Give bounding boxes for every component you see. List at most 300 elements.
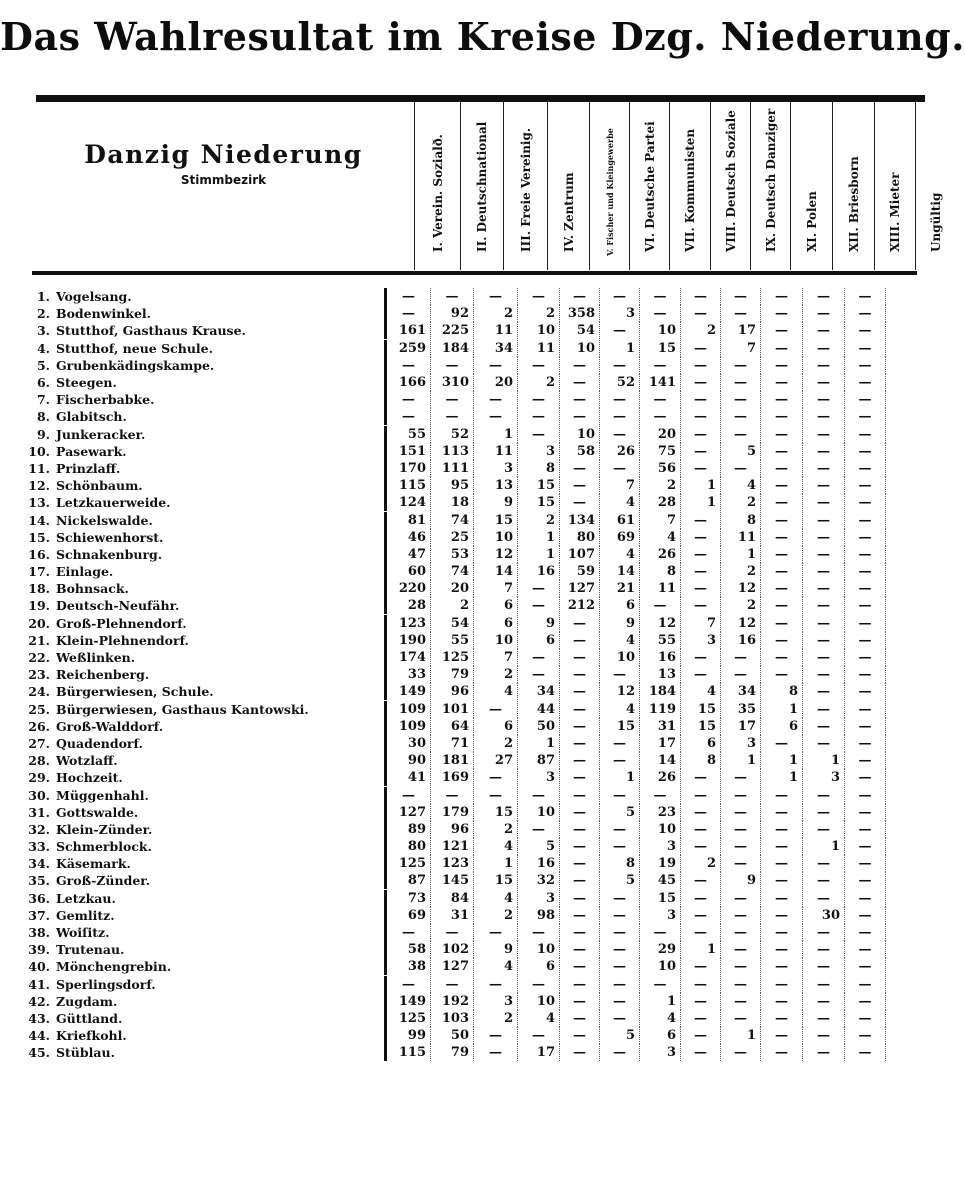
vote-cell-iii: — — [473, 1027, 517, 1044]
vote-cell-viii: 8 — [680, 752, 720, 769]
district-number: 39. — [28, 942, 50, 958]
vote-cell-v: 80 — [559, 529, 599, 546]
vote-cell-ix: 7 — [720, 340, 760, 357]
vote-cell-ii: 125 — [430, 649, 473, 666]
vote-cell-ix: — — [720, 374, 760, 391]
vote-cell-xi: — — [760, 735, 802, 752]
vote-cell-ix: 8 — [720, 512, 760, 529]
district-number: 10. — [28, 443, 50, 459]
vote-cell-ii: 103 — [430, 1010, 473, 1027]
table-row — [0, 804, 925, 821]
vote-cell-i: 161 — [384, 322, 430, 339]
vote-cell-vii: 3 — [639, 838, 680, 855]
vote-cell-xii: — — [802, 512, 844, 529]
district-number: 25. — [28, 701, 50, 717]
vote-cell-vi: 7 — [599, 477, 639, 494]
vote-cell-iii: 14 — [473, 563, 517, 580]
vote-cell-ii: 74 — [430, 512, 473, 529]
vote-cell-xii: — — [802, 632, 844, 649]
vote-cell-iv: — — [517, 408, 559, 425]
vote-cell-iv: — — [517, 787, 559, 804]
vote-cell-v: — — [559, 855, 599, 872]
vote-cell-v: 358 — [559, 305, 599, 322]
vote-cell-vi: — — [599, 838, 639, 855]
vote-cell-u — [885, 666, 925, 683]
district-number: 5. — [36, 357, 50, 373]
region-subtitle: Stimmbezirk — [180, 173, 267, 187]
vote-cell-viii: — — [680, 787, 720, 804]
vote-cell-ix: — — [720, 821, 760, 838]
vote-cell-i: 46 — [384, 529, 430, 546]
vote-cell-v: 58 — [559, 443, 599, 460]
vote-cell-xiii: — — [844, 718, 885, 735]
district-label — [0, 753, 384, 768]
district-number: 13. — [28, 495, 50, 511]
district-name: Letzkauerweide. — [56, 495, 171, 511]
district-name: Bürgerwiesen, Gasthaus Kantowski. — [56, 701, 309, 717]
vote-cell-xi: — — [760, 460, 802, 477]
vote-cell-u — [885, 701, 925, 718]
vote-cell-iv: 5 — [517, 838, 559, 855]
vote-cell-xi: — — [760, 941, 802, 958]
column-header-vi — [629, 102, 669, 270]
table-row — [0, 958, 925, 975]
district-name: Nickelswalde. — [56, 512, 153, 528]
vote-cell-u — [885, 958, 925, 975]
vote-cell-xi: 1 — [760, 752, 802, 769]
page-title: Das Wahlresultat im Kreise Dzg. Niederung. — [0, 14, 965, 59]
vote-cell-i: 259 — [384, 340, 430, 357]
vote-cell-iv: — — [517, 821, 559, 838]
vote-cell-xiii: — — [844, 477, 885, 494]
vote-cell-xii: — — [802, 941, 844, 958]
vote-cell-u — [885, 769, 925, 786]
vote-cell-vi: — — [599, 890, 639, 907]
vote-cell-ix: 1 — [720, 1027, 760, 1044]
vote-cell-u — [885, 907, 925, 924]
vote-cell-i: — — [384, 408, 430, 425]
vote-cell-xi: — — [760, 1010, 802, 1027]
vote-cell-xiii: — — [844, 340, 885, 357]
vote-cell-xiii: — — [844, 374, 885, 391]
vote-cell-xi: — — [760, 649, 802, 666]
vote-cell-xi: — — [760, 357, 802, 374]
vote-cell-i: 28 — [384, 597, 430, 614]
vote-cell-v: — — [559, 804, 599, 821]
vote-cell-vi: 15 — [599, 718, 639, 735]
vote-cell-u — [885, 477, 925, 494]
vote-cell-xii: — — [802, 580, 844, 597]
vote-cell-vi: 14 — [599, 563, 639, 580]
vote-cell-v: — — [559, 838, 599, 855]
vote-cell-ii: 95 — [430, 477, 473, 494]
vote-cell-viii: — — [680, 993, 720, 1010]
vote-cell-vii: 8 — [639, 563, 680, 580]
district-label — [0, 873, 384, 888]
vote-cell-iv: 4 — [517, 1010, 559, 1027]
vote-cell-iv: 10 — [517, 322, 559, 339]
vote-cell-ii: 123 — [430, 855, 473, 872]
vote-cell-iv: 1 — [517, 529, 559, 546]
vote-cell-xiii: — — [844, 787, 885, 804]
vote-cell-i: 170 — [384, 460, 430, 477]
table-row — [0, 374, 925, 391]
vote-cell-iv: 16 — [517, 563, 559, 580]
table-row — [0, 305, 925, 322]
vote-cell-xi: 1 — [760, 769, 802, 786]
vote-cell-xii: — — [802, 735, 844, 752]
district-name: Mönchengrebin. — [56, 959, 172, 975]
vote-cell-xi: — — [760, 288, 802, 305]
vote-cell-xii: 30 — [802, 907, 844, 924]
vote-cell-iv: — — [517, 649, 559, 666]
district-label — [0, 444, 384, 459]
vote-cell-iii: 2 — [473, 666, 517, 683]
vote-cell-vii: 19 — [639, 855, 680, 872]
district-number: 43. — [28, 1010, 50, 1026]
vote-cell-viii: — — [680, 597, 720, 614]
column-header-label: Ungültig — [928, 192, 943, 252]
vote-cell-xii: — — [802, 529, 844, 546]
vote-cell-xii: — — [802, 357, 844, 374]
vote-cell-ix: 2 — [720, 597, 760, 614]
vote-cell-u — [885, 529, 925, 546]
vote-cell-xii: — — [802, 787, 844, 804]
district-label — [0, 409, 384, 424]
district-label — [0, 478, 384, 493]
vote-cell-xii: — — [802, 597, 844, 614]
vote-cell-iii: 34 — [473, 340, 517, 357]
vote-cell-xiii: — — [844, 615, 885, 632]
vote-cell-viii: — — [680, 976, 720, 993]
district-name: Deutsch-Neufähr. — [56, 598, 180, 614]
table-row — [0, 391, 925, 408]
district-label — [0, 684, 384, 699]
vote-cell-v: — — [559, 632, 599, 649]
vote-cell-vii: 3 — [639, 1044, 680, 1061]
vote-cell-iv: — — [517, 1027, 559, 1044]
district-name: Bodenwinkel. — [56, 306, 151, 322]
vote-cell-viii: — — [680, 529, 720, 546]
vote-cell-i: 220 — [384, 580, 430, 597]
table-row — [0, 546, 925, 563]
vote-cell-vii: 16 — [639, 649, 680, 666]
district-number: 22. — [28, 650, 50, 666]
vote-cell-iii: 4 — [473, 958, 517, 975]
vote-cell-vi: — — [599, 941, 639, 958]
vote-cell-viii: — — [680, 563, 720, 580]
district-number: 20. — [28, 615, 50, 631]
vote-cell-i: 123 — [384, 615, 430, 632]
vote-cell-xiii: — — [844, 649, 885, 666]
vote-cell-i: 124 — [384, 494, 430, 511]
vote-cell-ii: 113 — [430, 443, 473, 460]
vote-cell-iii: 13 — [473, 477, 517, 494]
vote-cell-u — [885, 683, 925, 700]
vote-cell-xi: — — [760, 374, 802, 391]
vote-cell-xiii: — — [844, 941, 885, 958]
vote-cell-xii: 1 — [802, 838, 844, 855]
district-number: 28. — [28, 753, 50, 769]
vote-cell-iii: — — [473, 408, 517, 425]
vote-cell-v: 54 — [559, 322, 599, 339]
vote-cell-xi: — — [760, 666, 802, 683]
vote-cell-vi: 61 — [599, 512, 639, 529]
vote-cell-vii: 141 — [639, 374, 680, 391]
vote-cell-i: 127 — [384, 804, 430, 821]
vote-cell-iii: 1 — [473, 855, 517, 872]
vote-cell-viii: — — [680, 408, 720, 425]
vote-cell-iv: 2 — [517, 305, 559, 322]
district-number: 2. — [36, 306, 50, 322]
district-number: 41. — [28, 976, 50, 992]
column-header-label: IV. Zentrum — [561, 172, 576, 252]
vote-cell-i: 87 — [384, 872, 430, 889]
vote-cell-ix: 5 — [720, 443, 760, 460]
vote-cell-i: 125 — [384, 1010, 430, 1027]
vote-cell-xii: — — [802, 804, 844, 821]
vote-cell-i: — — [384, 305, 430, 322]
vote-cell-iv: 3 — [517, 890, 559, 907]
district-label — [0, 530, 384, 545]
vote-cell-iv: 8 — [517, 460, 559, 477]
district-label — [0, 564, 384, 579]
table-row — [0, 615, 925, 632]
column-header-label: XIII. Mieter — [888, 172, 902, 252]
vote-cell-ix: 11 — [720, 529, 760, 546]
district-label — [0, 822, 384, 837]
vote-cell-iii: 15 — [473, 804, 517, 821]
district-label — [0, 633, 384, 648]
vote-cell-ii: 31 — [430, 907, 473, 924]
vote-cell-xii: — — [802, 494, 844, 511]
vote-cell-xi: — — [760, 597, 802, 614]
vote-cell-iv: — — [517, 597, 559, 614]
vote-cell-iv: 1 — [517, 735, 559, 752]
vote-cell-vii: 6 — [639, 1027, 680, 1044]
vote-cell-u — [885, 718, 925, 735]
district-name: Schiewenhorst. — [56, 529, 164, 545]
vote-cell-xi: — — [760, 821, 802, 838]
vote-cell-v: 134 — [559, 512, 599, 529]
vote-cell-u — [885, 735, 925, 752]
vote-cell-v: — — [559, 374, 599, 391]
vote-cell-vi: 5 — [599, 872, 639, 889]
district-number: 19. — [28, 598, 50, 614]
district-number: 4. — [36, 340, 50, 356]
district-number: 31. — [28, 804, 50, 820]
vote-cell-ix: — — [720, 460, 760, 477]
vote-cell-xi: — — [760, 958, 802, 975]
vote-cell-v: — — [559, 391, 599, 408]
vote-cell-v: — — [559, 821, 599, 838]
vote-cell-iii: 10 — [473, 632, 517, 649]
vote-cell-vii: 20 — [639, 426, 680, 443]
district-number: 23. — [28, 667, 50, 683]
vote-cell-iii: — — [473, 769, 517, 786]
district-number: 18. — [28, 581, 50, 597]
vote-cell-xi: — — [760, 872, 802, 889]
vote-cell-iv: 6 — [517, 958, 559, 975]
vote-cell-viii: — — [680, 580, 720, 597]
district-number: 26. — [28, 718, 50, 734]
table-row — [0, 322, 925, 339]
vote-cell-xi: — — [760, 907, 802, 924]
district-label — [0, 770, 384, 785]
district-label — [0, 289, 384, 304]
vote-cell-i: 33 — [384, 666, 430, 683]
vote-cell-iii: — — [473, 1044, 517, 1061]
column-header-xii — [832, 102, 874, 270]
vote-cell-vi: 8 — [599, 855, 639, 872]
vote-cell-ix: — — [720, 769, 760, 786]
vote-cell-vi: — — [599, 322, 639, 339]
vote-cell-ii: 127 — [430, 958, 473, 975]
district-label — [0, 805, 384, 820]
vote-cell-vi: — — [599, 1010, 639, 1027]
column-header-v — [589, 102, 629, 270]
vote-cell-i: 190 — [384, 632, 430, 649]
vote-cell-iii: 4 — [473, 683, 517, 700]
vote-cell-ii: 53 — [430, 546, 473, 563]
vote-cell-xiii: — — [844, 976, 885, 993]
table-row — [0, 752, 925, 769]
vote-cell-xii: — — [802, 391, 844, 408]
vote-cell-viii: 1 — [680, 494, 720, 511]
vote-cell-ix: — — [720, 649, 760, 666]
vote-cell-iii: 6 — [473, 615, 517, 632]
vote-cell-ii: 181 — [430, 752, 473, 769]
vote-cell-ix: — — [720, 958, 760, 975]
vote-cell-xii: 1 — [802, 752, 844, 769]
vote-cell-ii: 121 — [430, 838, 473, 855]
vote-cell-v: — — [559, 752, 599, 769]
vote-cell-vii: 15 — [639, 890, 680, 907]
vote-cell-v: — — [559, 718, 599, 735]
vote-cell-ix: 9 — [720, 872, 760, 889]
vote-cell-u — [885, 546, 925, 563]
table-row — [0, 632, 925, 649]
district-name: Woiſitz. — [56, 925, 110, 941]
vote-cell-ii: 179 — [430, 804, 473, 821]
table-row — [0, 1044, 925, 1061]
vote-cell-vi: 6 — [599, 597, 639, 614]
vote-cell-ii: 2 — [430, 597, 473, 614]
district-label — [0, 977, 384, 992]
vote-cell-xiii: — — [844, 683, 885, 700]
vote-cell-viii: 2 — [680, 322, 720, 339]
vote-cell-xi: — — [760, 615, 802, 632]
vote-cell-xiii: — — [844, 529, 885, 546]
vote-cell-i: 30 — [384, 735, 430, 752]
vote-cell-ii: 101 — [430, 701, 473, 718]
district-name: Fischerbabke. — [56, 392, 155, 408]
vote-cell-iii: 3 — [473, 460, 517, 477]
vote-cell-viii: — — [680, 890, 720, 907]
district-label — [0, 736, 384, 751]
vote-cell-xiii: — — [844, 443, 885, 460]
table-row — [0, 1010, 925, 1027]
vote-cell-u — [885, 993, 925, 1010]
vote-cell-v: 212 — [559, 597, 599, 614]
vote-cell-ix: 35 — [720, 701, 760, 718]
district-label — [0, 788, 384, 803]
vote-cell-iv: 87 — [517, 752, 559, 769]
vote-cell-vi: 5 — [599, 1027, 639, 1044]
vote-cell-iv: 10 — [517, 993, 559, 1010]
vote-cell-i: 47 — [384, 546, 430, 563]
vote-cell-vii: 7 — [639, 512, 680, 529]
vote-cell-ix: 1 — [720, 546, 760, 563]
vote-cell-v: 107 — [559, 546, 599, 563]
vote-cell-u — [885, 976, 925, 993]
vote-cell-i: — — [384, 357, 430, 374]
vote-cell-u — [885, 872, 925, 889]
vote-cell-viii: — — [680, 804, 720, 821]
vote-cell-xii: — — [802, 821, 844, 838]
vote-cell-xiii: — — [844, 1044, 885, 1061]
column-header-label: III. Freie Vereinig. — [518, 127, 533, 252]
vote-cell-ix: 4 — [720, 477, 760, 494]
vote-cell-iii: 27 — [473, 752, 517, 769]
table-row — [0, 511, 925, 528]
vote-cell-ii: 79 — [430, 1044, 473, 1061]
vote-cell-vi: — — [599, 288, 639, 305]
vote-cell-u — [885, 632, 925, 649]
vote-cell-vii: 119 — [639, 701, 680, 718]
vote-cell-xii: — — [802, 563, 844, 580]
district-name: Bürgerwiesen, Schule. — [56, 684, 214, 700]
vote-cell-xii: — — [802, 976, 844, 993]
vote-cell-ii: 192 — [430, 993, 473, 1010]
vote-cell-iv: 6 — [517, 632, 559, 649]
district-name: Gemlitz. — [56, 907, 115, 923]
vote-cell-v: — — [559, 477, 599, 494]
vote-cell-viii: — — [680, 288, 720, 305]
header-rule — [32, 271, 917, 275]
vote-cell-ii: — — [430, 976, 473, 993]
table-row — [0, 735, 925, 752]
table-row — [0, 786, 925, 803]
district-number: 34. — [28, 856, 50, 872]
vote-cell-u — [885, 890, 925, 907]
vote-cell-iii: 6 — [473, 597, 517, 614]
vote-cell-ii: 102 — [430, 941, 473, 958]
district-name: Wotzlaff. — [56, 753, 118, 769]
vote-cell-v: — — [559, 787, 599, 804]
vote-cell-iv: — — [517, 357, 559, 374]
vote-cell-v: — — [559, 666, 599, 683]
vote-cell-iii: 2 — [473, 305, 517, 322]
vote-cell-xi: — — [760, 340, 802, 357]
district-number: 33. — [28, 839, 50, 855]
vote-cell-vi: — — [599, 907, 639, 924]
vote-cell-ii: 96 — [430, 683, 473, 700]
vote-cell-ix: — — [720, 357, 760, 374]
table-row — [0, 563, 925, 580]
vote-cell-vii: 12 — [639, 615, 680, 632]
vote-cell-xiii: — — [844, 924, 885, 941]
vote-cell-vi: — — [599, 1044, 639, 1061]
vote-cell-vii: 10 — [639, 821, 680, 838]
vote-cell-xiii: — — [844, 804, 885, 821]
vote-cell-ix: — — [720, 288, 760, 305]
vote-cell-iv: 9 — [517, 615, 559, 632]
column-header-label: XII. Briesborn — [846, 156, 861, 252]
district-number: 14. — [28, 512, 50, 528]
vote-cell-v: — — [559, 907, 599, 924]
vote-cell-ii: — — [430, 408, 473, 425]
